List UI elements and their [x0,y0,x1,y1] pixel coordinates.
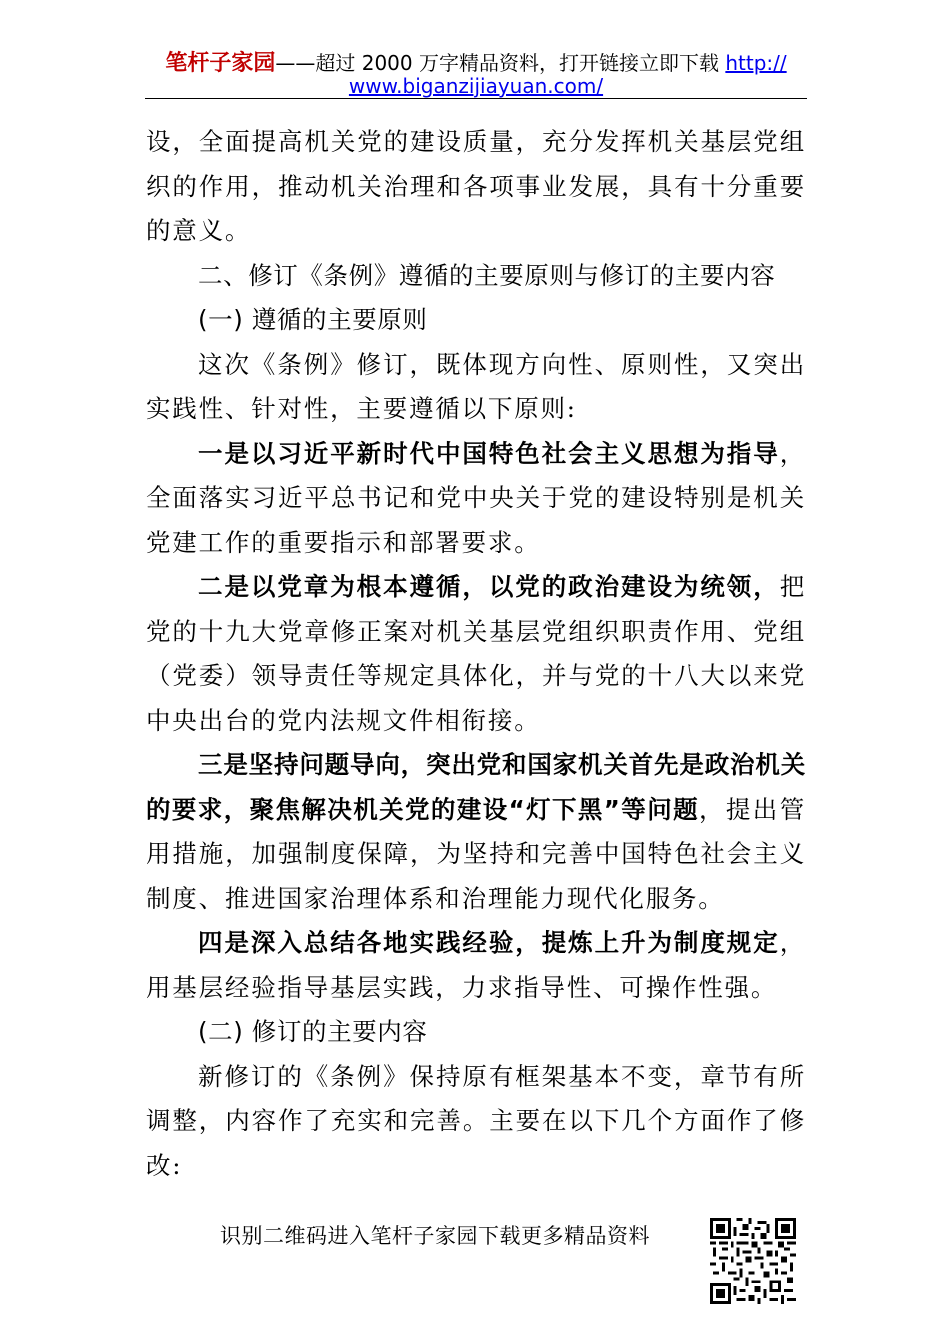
header-tagline: ——超过 2000 万字精品资料，打开链接立即下载 [275,51,726,75]
footer-caption: 识别二维码进入笔杆子家园下载更多精品资料 [220,1224,650,1248]
subsection-heading-2: (二) 修订的主要内容 [198,1017,428,1046]
subsection-heading-1: (一) 遵循的主要原则 [198,305,428,334]
brand-name: 笔杆子家园 [165,51,276,76]
principle-3-bold: 三是坚持问题导向，突出党和国家机关首先是政治机关的要求，聚焦解决机关党的建设“灯下黑”等问题 [146,750,806,824]
header-link[interactable]: http:// [725,51,787,75]
principle-3-text: ，提出管用措施，加强制度保障，为坚持和完善中国特色社会主义制度、推进国家治理体系和治理能力现代化服务。 [146,794,806,913]
document-body [146,120,806,1188]
page-header [145,52,807,97]
header-link-url[interactable]: www.biganzijiayuan.com/ [348,74,604,98]
paragraph-revisions-intro: 新修订的《条例》保持原有框架基本不变，章节有所调整，内容作了充实和完善。主要在以下几个方面作了修改: [146,1061,806,1180]
header-divider [145,98,807,99]
principle-4-bold: 四是深入总结各地实践经验，提炼上升为制度规定 [198,928,780,957]
principle-3 [146,743,806,921]
paragraph-continuation: 设，全面提高机关党的建设质量，充分发挥机关基层党组织的作用，推动机关治理和各项事业发展，具有十分重要的意义。 [146,127,806,245]
qr-code-icon[interactable] [710,1218,796,1304]
principle-2 [146,565,806,743]
principle-4 [146,921,806,1010]
principle-1-text: ，全面落实习近平总书记和党中央关于党的建设特别是机关党建工作的重要指示和部署要求。 [146,438,806,557]
principle-1-bold: 一是以习近平新时代中国特色社会主义思想为指导 [198,438,780,468]
principle-2-bold: 二是以党章为根本遵循，以党的政治建设为统领， [198,572,780,601]
principle-1 [146,432,806,566]
paragraph-principles-intro: 这次《条例》修订，既体现方向性、原则性，又突出实践性、针对性，主要遵循以下原则: [146,349,806,423]
principle-4-text: ，用基层经验指导基层实践，力求指导性、可操作性强。 [146,928,806,1002]
section-heading: 二、修订《条例》遵循的主要原则与修订的主要内容 [198,260,776,290]
principle-2-text: 把党的十九大党章修正案对机关基层党组织职责作用、党组（党委）领导责任等规定具体化，并与党的十八大以来党中央出台的党内法规文件相衔接。 [146,572,806,735]
